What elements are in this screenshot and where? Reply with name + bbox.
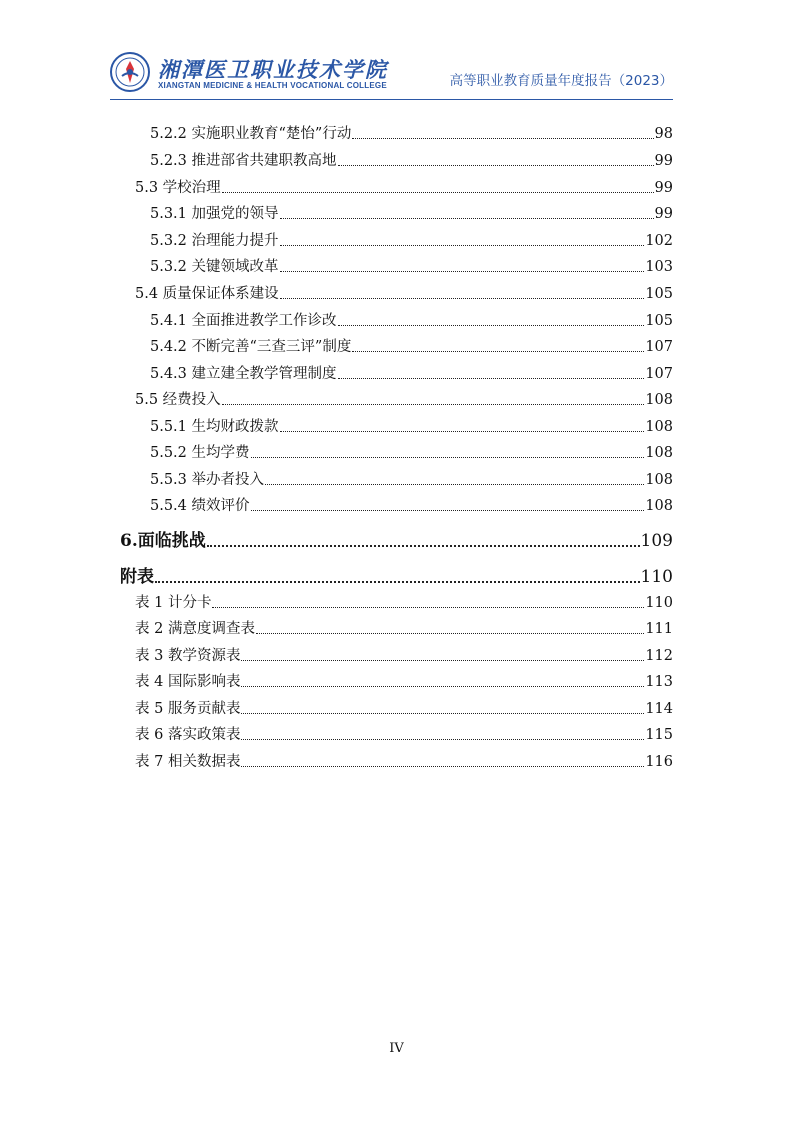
- toc-entry-label: 5.4.2 不断完善“三查三评”制度: [150, 339, 352, 355]
- toc-entry[interactable]: [120, 526, 673, 551]
- toc-leader-dots: [241, 739, 644, 740]
- toc-entry[interactable]: [120, 562, 673, 587]
- toc-entry-page: 107: [645, 366, 673, 382]
- toc-entry-page: 105: [645, 286, 673, 302]
- toc-entry-page: 99: [654, 206, 673, 222]
- toc-leader-dots: [241, 660, 644, 661]
- toc-entry-page: 110: [640, 567, 673, 587]
- toc-leader-dots: [280, 298, 645, 299]
- toc-entry[interactable]: [135, 617, 673, 638]
- toc-entry-page: 109: [640, 531, 673, 551]
- toc-leader-dots: [251, 457, 645, 458]
- toc-entry[interactable]: [135, 176, 673, 197]
- toc-entry-page: 108: [645, 392, 673, 408]
- toc-entry-page: 108: [645, 498, 673, 514]
- toc-entry-label: 5.5 经费投入: [135, 392, 221, 408]
- toc-entry[interactable]: [135, 750, 673, 771]
- toc-entry[interactable]: [150, 255, 673, 276]
- toc-entry-label: 5.3.1 加强党的领导: [150, 206, 279, 222]
- toc-entry[interactable]: [150, 149, 673, 170]
- toc-entry[interactable]: [150, 468, 673, 489]
- toc-leader-dots: [352, 138, 653, 139]
- toc-entry-page: 107: [645, 339, 673, 355]
- toc-leader-dots: [241, 766, 644, 767]
- toc-entry-label: 5.5.4 绩效评价: [150, 498, 250, 514]
- toc-leader-dots: [155, 581, 640, 583]
- toc-entry[interactable]: [150, 309, 673, 330]
- toc-entry-page: 111: [645, 621, 673, 637]
- toc-entry-label: 5.5.3 举办者投入: [150, 472, 265, 488]
- toc-entry-label: 5.3 学校治理: [135, 180, 221, 196]
- toc-entry-label: 5.2.2 实施职业教育“楚怡”行动: [150, 126, 352, 142]
- toc-entry-page: 114: [645, 701, 673, 717]
- toc-leader-dots: [265, 484, 644, 485]
- toc-entry-label: 5.2.3 推进部省共建职教高地: [150, 153, 337, 169]
- toc-entry-label: 表 4 国际影响表: [135, 674, 241, 690]
- toc-leader-dots: [241, 713, 644, 714]
- college-name-en: XIANGTAN MEDICINE & HEALTH VOCATIONAL COLLEGE: [158, 81, 387, 90]
- toc-entry-page: 99: [654, 180, 673, 196]
- toc-entry-page: 108: [645, 419, 673, 435]
- toc-entry-label: 5.3.2 关键领域改革: [150, 259, 279, 275]
- toc-entry-page: 115: [645, 727, 673, 743]
- toc-entry-page: 110: [645, 595, 673, 611]
- toc-entry-page: 105: [645, 313, 673, 329]
- toc-entry-label: 表 3 教学资源表: [135, 648, 241, 664]
- toc-entry[interactable]: [135, 282, 673, 303]
- toc-entry-label: 5.4.1 全面推进教学工作诊改: [150, 313, 337, 329]
- toc-entry-label: 5.4 质量保证体系建设: [135, 286, 279, 302]
- toc-entry-page: 113: [645, 674, 673, 690]
- toc-entry[interactable]: [135, 723, 673, 744]
- toc-leader-dots: [222, 192, 654, 193]
- toc-entry-label: 5.3.2 治理能力提升: [150, 233, 279, 249]
- toc-entry-label: 5.5.2 生均学费: [150, 445, 250, 461]
- toc-entry-label: 5.4.3 建立建全教学管理制度: [150, 366, 337, 382]
- toc-leader-dots: [207, 545, 640, 547]
- toc-entry-page: 103: [645, 259, 673, 275]
- toc-entry-label: 表 5 服务贡献表: [135, 701, 241, 717]
- toc-entry-page: 102: [645, 233, 673, 249]
- toc-leader-dots: [338, 165, 654, 166]
- toc-entry-page: 116: [645, 754, 673, 770]
- toc-entry-page: 98: [654, 126, 673, 142]
- toc-leader-dots: [241, 686, 644, 687]
- header-divider: [110, 99, 673, 100]
- toc-leader-dots: [251, 510, 645, 511]
- toc-entry[interactable]: [135, 591, 673, 612]
- toc-leader-dots: [338, 325, 645, 326]
- toc-entry[interactable]: [150, 415, 673, 436]
- toc-entry-page: 108: [645, 445, 673, 461]
- toc-entry[interactable]: [150, 122, 673, 143]
- toc-entry[interactable]: [150, 335, 673, 356]
- toc-entry-label: 表 6 落实政策表: [135, 727, 241, 743]
- toc-entry-label: 6.面临挑战: [120, 531, 206, 551]
- toc-entry-page: 99: [654, 153, 673, 169]
- toc-leader-dots: [352, 351, 644, 352]
- toc-entry-label: 附表: [120, 567, 154, 587]
- toc-leader-dots: [222, 404, 645, 405]
- toc-leader-dots: [338, 378, 645, 379]
- toc-entry[interactable]: [150, 494, 673, 515]
- toc-entry[interactable]: [135, 697, 673, 718]
- toc-entry[interactable]: [135, 388, 673, 409]
- toc-leader-dots: [280, 271, 645, 272]
- college-name-cn: 湘潭医卫职业技术学院: [158, 57, 388, 82]
- toc-entry[interactable]: [135, 644, 673, 665]
- report-title: 高等职业教育质量年度报告（2023）: [449, 73, 673, 89]
- toc-entry[interactable]: [135, 670, 673, 691]
- toc-entry[interactable]: [150, 441, 673, 462]
- toc-entry[interactable]: [150, 362, 673, 383]
- toc-entry[interactable]: [150, 229, 673, 250]
- toc-entry-label: 5.5.1 生均财政拨款: [150, 419, 279, 435]
- toc-leader-dots: [256, 633, 644, 634]
- toc-leader-dots: [280, 431, 645, 432]
- toc-entry-label: 表 1 计分卡: [135, 595, 212, 611]
- toc-leader-dots: [280, 245, 645, 246]
- toc-entry-label: 表 2 满意度调查表: [135, 621, 255, 637]
- toc-entry[interactable]: [150, 202, 673, 223]
- toc-leader-dots: [212, 607, 644, 608]
- page-header: [110, 50, 673, 100]
- toc-entry-page: 112: [645, 648, 673, 664]
- page-number: IV: [389, 1041, 404, 1056]
- toc-entry-page: 108: [645, 472, 673, 488]
- toc-leader-dots: [280, 218, 654, 219]
- college-emblem-icon: [110, 52, 150, 92]
- toc-entry-label: 表 7 相关数据表: [135, 754, 241, 770]
